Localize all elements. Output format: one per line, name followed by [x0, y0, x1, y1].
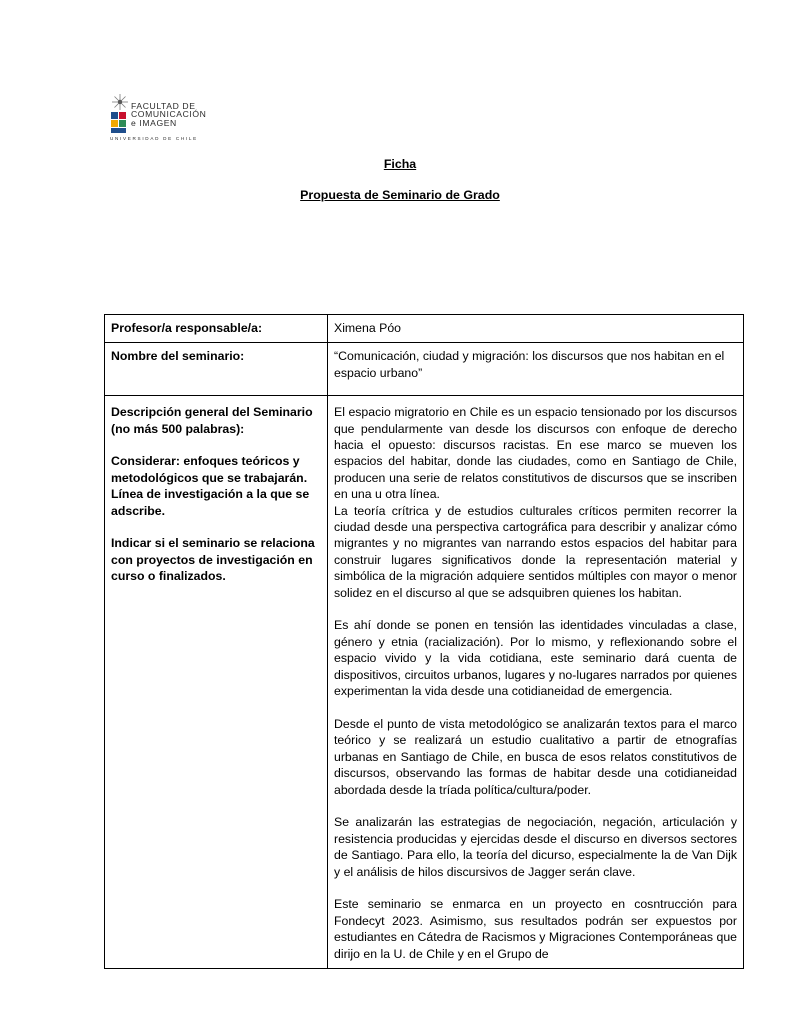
indicate-label: Indicar si el seminario se relaciona con proyectos de investigación en curso o finalizados.: [111, 536, 315, 584]
table-row: [105, 315, 744, 343]
description-paragraph: El espacio migratorio en Chile es un espacio tensionado por los discursos que pendularmente van desde los discursos con enfoque de derecho hacia el opuesto: discursos racistas. En ese marco se mueven los espacios del habitar, donde las ciudades, como en Santiago de Chile, producen una serie de relatos constitutivos de discursos que se inscriben en una u otra línea.: [334, 405, 737, 502]
consider-label: Considerar: enfoques teóricos y metodológicos que se trabajarán. Línea de investigación a la que se adscribe.: [111, 454, 310, 518]
table-row: [105, 343, 744, 396]
description-paragraph: Este seminario se enmarca en un proyecto en cosntrucción para Fondecyt 2023. Asimismo, sus resultados podrán ser expuestos por estudiantes en Cátedra de Racismos y Migraciones Contemporáneas que dirijo en la U. de Chile y en el Grupo de: [334, 897, 737, 961]
proposal-table: [104, 314, 744, 969]
page-title: Ficha: [383, 157, 417, 171]
page-subtitle: Propuesta de Seminario de Grado: [300, 188, 500, 202]
description-paragraph: La teoría crítrica y de estudios culturales críticos permiten recorrer la ciudad desde una perspectiva cartográfica para describir y analizar cómo migrantes y no migrantes van narrando estos espacios del habitar para construir lugares significativos donde la representación material y simbólica de la migración adquiere sentidos múltiples con mayor o menor solidez en el discurso al que se adsquibren quienes los habitan.: [334, 503, 737, 600]
professor-label: Profesor/a responsable/a:: [105, 315, 328, 343]
logo-line-2: COMUNICACIÓN: [131, 109, 207, 120]
description-paragraph: Es ahí donde se ponen en tensión las identidades vinculadas a clase, género y etnia (racialización). Por lo mismo, y reflexionando sobre el espacio vivido y la vida cotidiana, este seminario dará cuenta de dispositivos, circuitos urbanos, lugares y no-lugares narrados por quienes experimentan la vida desde una cotidianeidad de emergencia.: [334, 618, 737, 699]
description-value-cell: [328, 396, 744, 969]
faculty-logo: [110, 92, 206, 142]
logo-line-3: e IMAGEN: [131, 117, 177, 128]
seminar-name-label: Nombre del seminario:: [105, 343, 328, 396]
description-paragraph: Se analizarán las estrategias de negociación, negación, articulación y resistencia producidas y ejercidas desde el discurso en diversos sectores de Santiago. Para ello, la teoría del dicurso, especialmente la de Van Dijk y el análisis de hilos discursivos de Jagger serán clave.: [334, 815, 737, 879]
logo-line-1: FACULTAD DE: [131, 101, 196, 111]
description-paragraph: Desde el punto de vista metodológico se analizarán textos para el marco teórico y se realizará un estudio cualitativo a partir de etnografías urbanas en Santiago de Chile, en busca de esos relatos constitutivos de discursos, observando las formas de habitar desde una cotidianeidad abordada desde la tríada política/cultura/poder.: [334, 716, 737, 797]
table-row: [105, 396, 744, 969]
university-name: UNIVERSIDAD DE CHILE: [110, 136, 198, 141]
seminar-name-value: “Comunicación, ciudad y migración: los discursos que nos habitan en el espacio urbano”: [328, 343, 744, 396]
professor-value: Ximena Póo: [328, 315, 744, 343]
description-label-cell: [105, 396, 328, 969]
description-label: Descripción general del Seminario (no más 500 palabras):: [111, 405, 313, 436]
faculty-name: [131, 102, 206, 127]
